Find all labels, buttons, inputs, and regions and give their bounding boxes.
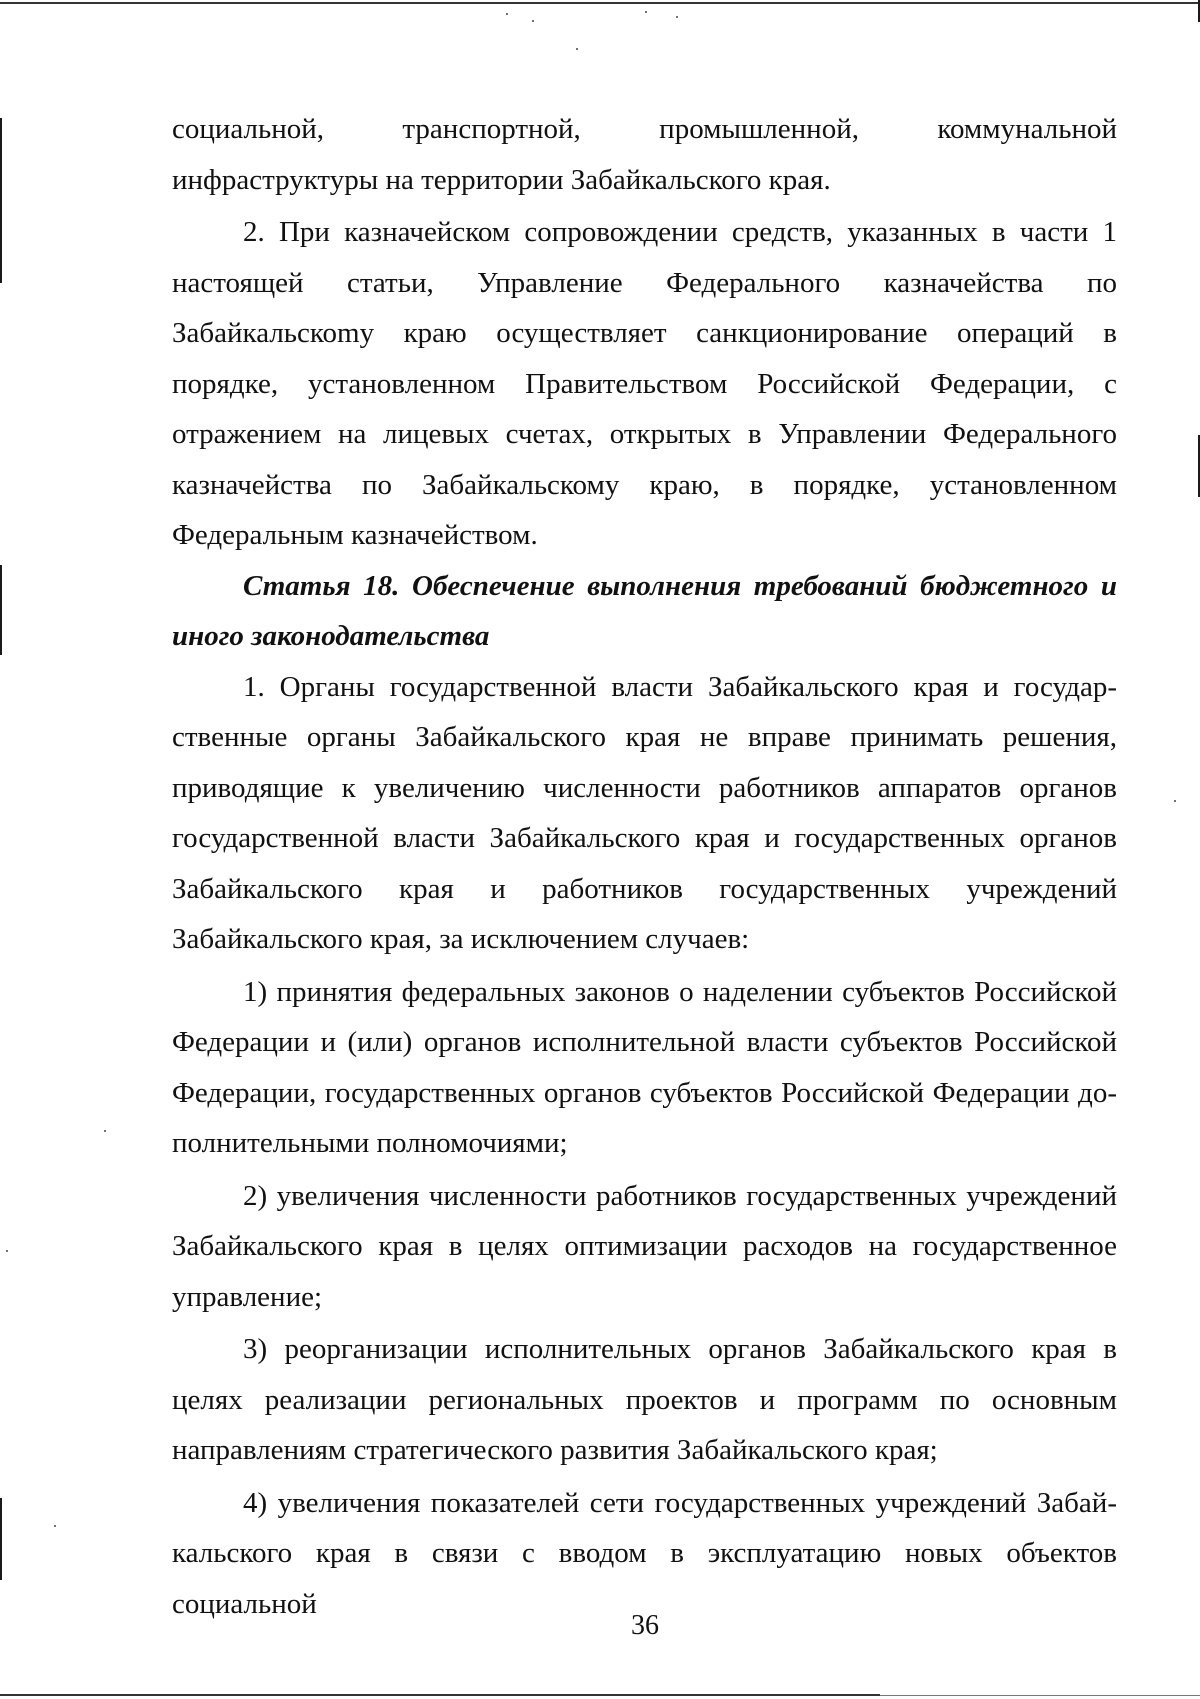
scan-bottom-edge xyxy=(0,1694,880,1696)
scan-speck xyxy=(104,1130,106,1132)
scan-speck xyxy=(676,16,678,18)
scan-left-edge-mark xyxy=(0,118,2,283)
page-number: 36 xyxy=(631,1610,659,1641)
list-item-2: 2) увеличения численности работников государственных учреждений Забайкальского края в целях оптимизации расходов на государственное управление; xyxy=(172,1179,1117,1313)
paragraph-treasury-support: 2. При казначейском сопровождении средств, указанных в части 1 настоящей статьи, Управление Федерального казначейства по Забайкальскоmу краю осуществляет санкционирование операций в порядке, установленном Правительством Российской Федерации, с отражением на лицевых счетах, открытых в Управлении Федерального казначейства по Забайкальскому краю, в порядке, установленном Федеральным казначейством. xyxy=(172,216,1117,551)
scan-left-edge-mark xyxy=(0,565,2,655)
scan-top-edge xyxy=(0,2,1200,4)
list-item-4: 4) увеличения показателей сети государственных учреждений Забайкальского края в связи с вводом в эксплуатацию новых объектов социальной xyxy=(172,1486,1117,1620)
scan-speck xyxy=(6,1250,8,1252)
article-18-heading: Статья 18. Обеспечение выполнения требований бюджетного и иного законодательства xyxy=(172,569,1117,652)
paragraph-continuation: социальной, транспортной, промышленной, коммунальной инфраструктуры на территории Забайкальского края. xyxy=(172,113,1117,196)
scan-bottom-edge-faint xyxy=(880,1695,1200,1696)
list-item-3: 3) реорганизации исполнительных органов Забайкальского края в целях реализации региональных проектов и программ по основным направлениям стратегического развития Забайкальского края; xyxy=(172,1333,1117,1466)
scan-speck xyxy=(532,20,534,22)
list-item-1: 1) принятия федеральных законов о наделении субъектов Российской Федерации и (или) органов исполнительной власти субъектов Российской Федерации, государственных органов субъектов Российской Федерации дополнительными полномочиями; xyxy=(172,975,1117,1159)
scan-speck xyxy=(54,1525,56,1527)
scan-speck xyxy=(576,48,578,50)
document-body xyxy=(172,104,1117,1629)
paragraph-article-18-part-1: 1. Органы государственной власти Забайкальского края и государственные органы Забайкальского края не вправе принимать решения, приводящие к увеличению численности работников аппаратов органов государственной власти Забайкальского края и государственных органов Забайкальского края и работников государственных учреждений Забайкальского края, за исключением случаев: xyxy=(172,670,1117,955)
scan-left-edge-mark xyxy=(0,1498,2,1580)
scan-speck xyxy=(645,11,647,13)
scan-speck xyxy=(1174,800,1176,802)
scan-speck xyxy=(506,13,508,15)
